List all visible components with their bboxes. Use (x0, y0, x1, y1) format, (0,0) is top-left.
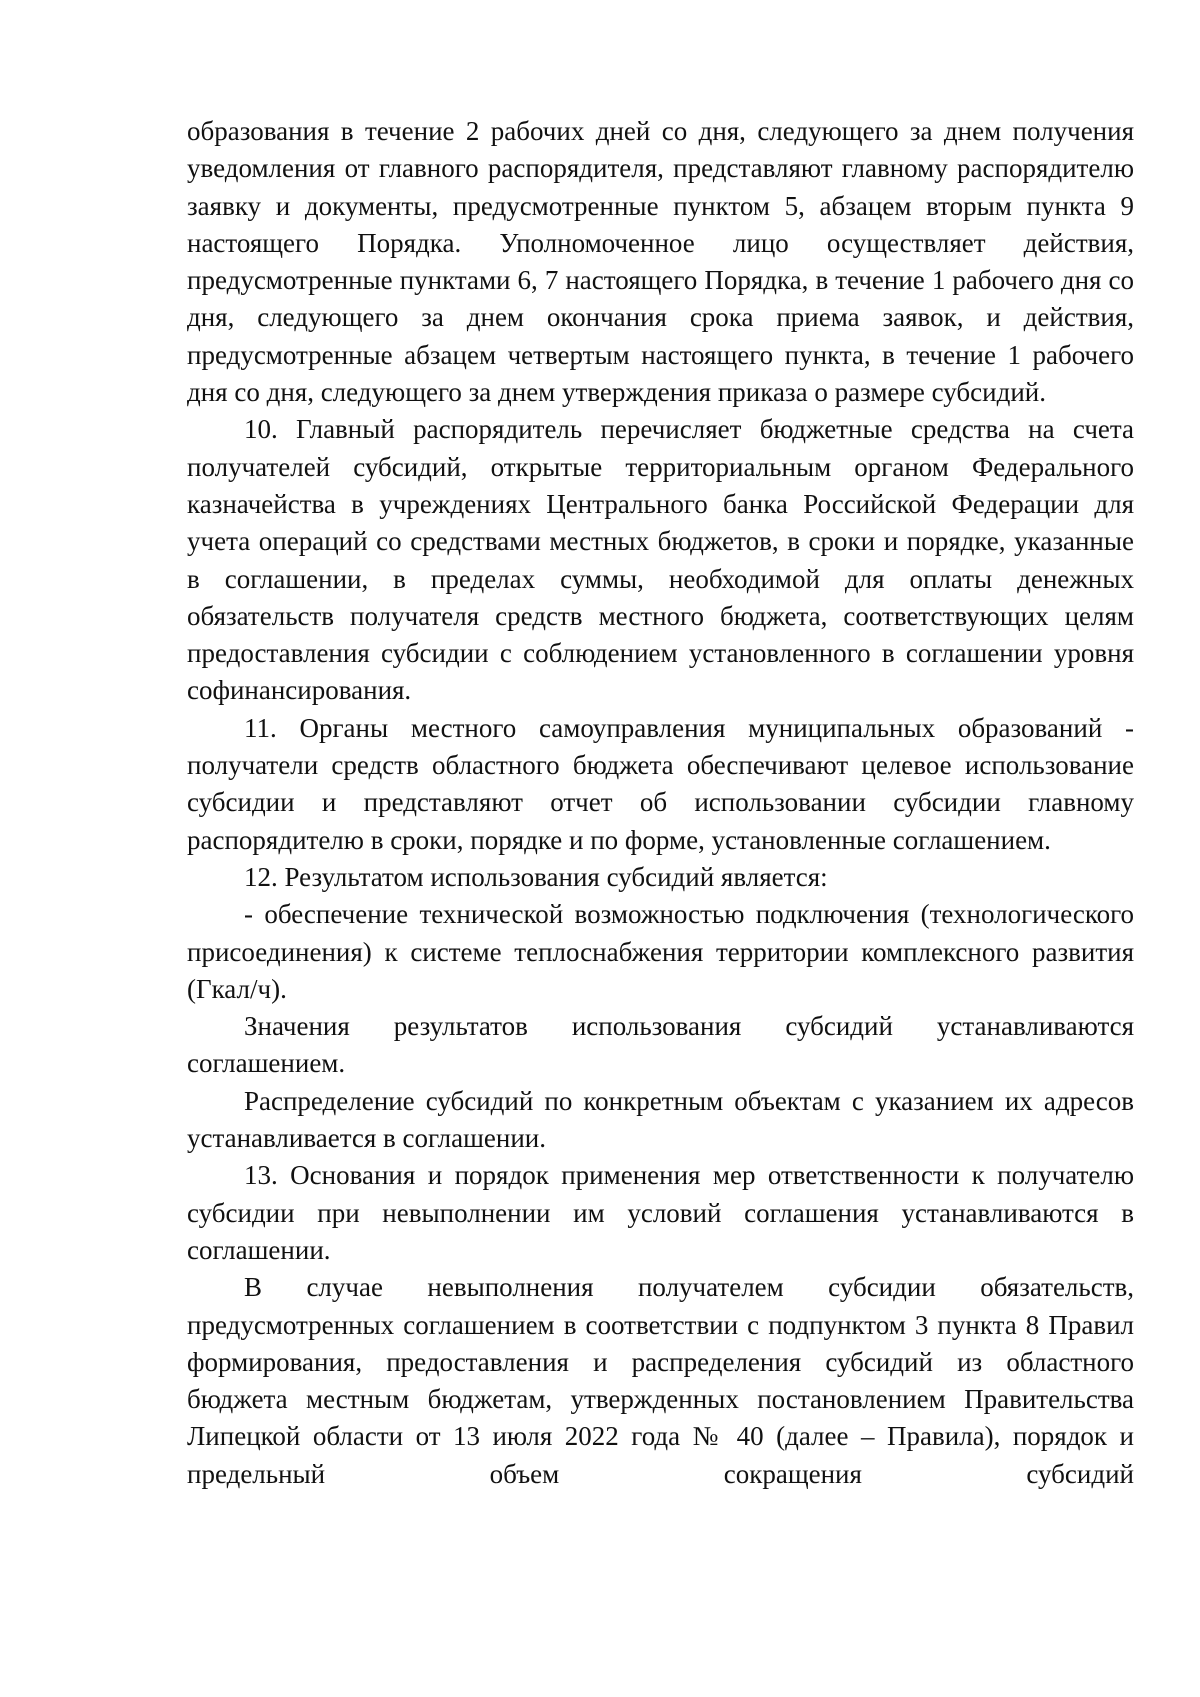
paragraph-item-11: 11. Органы местного самоуправления муниципальных образований - получатели средств областного бюджета обеспечивают целевое использование субсидии и представляют отчет об использовании субсидии главному распорядителю в сроки, порядке и по форме, установленные соглашением. (187, 712, 1134, 855)
paragraph-item-10: 10. Главный распорядитель перечисляет бюджетные средства на счета получателей субсидий, открытые территориальным органом Федерального казначейства в учреждениях Центрального банка Российской Федерации для учета операций со средствами местных бюджетов, в сроки и порядке, указанные в соглашении, в пределах суммы, необходимой для оплаты денежных обязательств получателя средств местного бюджета, соответствующих целям предоставления субсидии с соблюдением установленного в соглашении уровня софинансирования. (187, 414, 1134, 706)
paragraph-continuation: образования в течение 2 рабочих дней со дня, следующего за днем получения уведомления от главного распорядителя, представляют главному распорядителю заявку и документы, предусмотренные пунктом 5, абзацем вторым пункта 9 настоящего Порядка. Уполномоченное лицо осуществляет действия, предусмотренные пунктами 6, 7 настоящего Порядка, в течение 1 рабочего дня со дня, следующего за днем окончания срока приема заявок, и действия, предусмотренные абзацем четвертым настоящего пункта, в течение 1 рабочего дня со дня, следующего за днем утверждения приказа о размере субсидий. (187, 116, 1134, 408)
paragraph-noncompliance: В случае невыполнения получателем субсидии обязательств, предусмотренных соглашением в соответствии с подпунктом 3 пункта 8 Правил формирования, предоставления и распределения субсидий из областного бюджета местным бюджетам, утвержденных постановлением Правительства Липецкой области от 13 июля 2022 года № 40 (далее – Правила), порядок и предельный объем сокращения субсидий (187, 1272, 1134, 1489)
paragraph-result-values: Значения результатов использования субсидий устанавливаются соглашением. (187, 1011, 1134, 1079)
paragraph-item-12: 12. Результатом использования субсидий является: (244, 861, 828, 892)
paragraph-distribution: Распределение субсидий по конкретным объектам с указанием их адресов устанавливается в соглашении. (187, 1085, 1134, 1154)
document-body (187, 113, 1134, 1493)
paragraph-item-13: 13. Основания и порядок применения мер ответственности к получателю субсидии при невыполнении им условий соглашения устанавливаются в соглашении. (187, 1160, 1134, 1265)
paragraph-result-bullet: - обеспечение технической возможностью подключения (технологического присоединения) к системе теплоснабжения территории комплексного развития (Гкал/ч). (187, 899, 1134, 1004)
